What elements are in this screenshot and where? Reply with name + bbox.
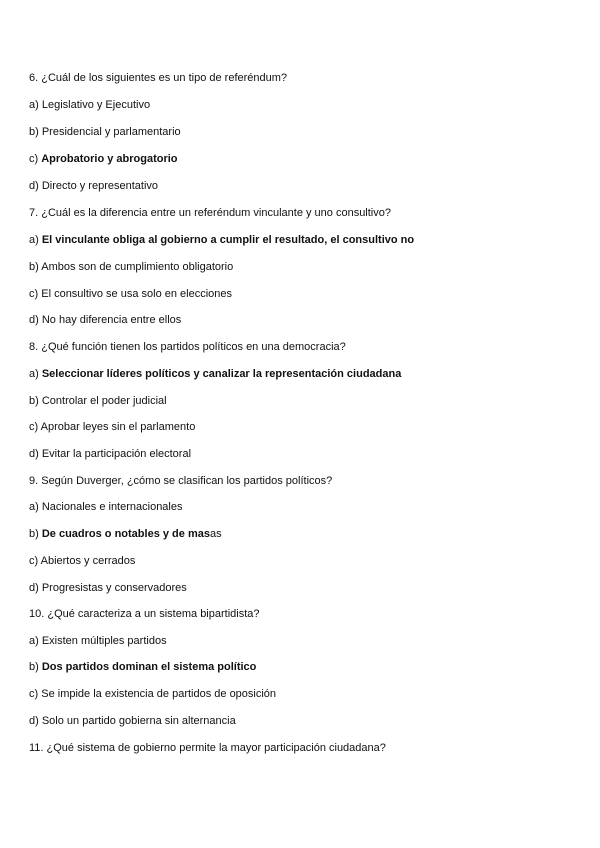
- option-prefix: a): [29, 501, 39, 513]
- option-7c: [29, 288, 232, 301]
- option-8d: [29, 448, 191, 461]
- option-6b: [29, 126, 181, 139]
- option-prefix: d): [29, 448, 39, 460]
- option-prefix: c): [29, 688, 39, 700]
- option-text: Solo un partido gobierna sin alternancia: [41, 715, 236, 727]
- option-prefix: b): [29, 395, 39, 407]
- option-prefix: b): [29, 528, 39, 540]
- question-6: 6. ¿Cuál de los siguientes es un tipo de referéndum?: [29, 72, 288, 84]
- option-text: Directo y representativo: [41, 180, 159, 192]
- option-6c: [29, 153, 178, 166]
- option-text: Ambos son de cumplimiento obligatorio: [41, 261, 234, 273]
- option-10b: [29, 661, 256, 674]
- question-9: 9. Según Duverger, ¿cómo se clasifican los partidos políticos?: [29, 475, 333, 487]
- option-8b: [29, 395, 167, 408]
- option-text: Evitar la participación electoral: [41, 448, 192, 460]
- option-text: Legislativo y Ejecutivo: [41, 99, 151, 111]
- option-9a: [29, 501, 183, 514]
- option-7d: [29, 314, 181, 327]
- option-prefix: d): [29, 715, 39, 727]
- option-prefix: c): [29, 555, 39, 567]
- option-text: Se impide la existencia de partidos de oposición: [41, 688, 277, 700]
- option-7a: [29, 234, 414, 247]
- question-8: 8. ¿Qué función tienen los partidos políticos en una democracia?: [29, 341, 346, 353]
- option-text: Progresistas y conservadores: [41, 582, 187, 594]
- option-text-correct: De cuadros o notables y de mas: [41, 528, 210, 540]
- question-11: 11. ¿Qué sistema de gobierno permite la mayor participación ciudadana?: [29, 742, 386, 754]
- option-8c: [29, 421, 195, 434]
- option-text: Aprobar leyes sin el parlamento: [40, 421, 196, 433]
- question-10: 10. ¿Qué caracteriza a un sistema bipartidista?: [29, 608, 260, 620]
- option-text: El consultivo se usa solo en elecciones: [41, 288, 233, 300]
- option-8a: [29, 368, 401, 381]
- option-10d: [29, 715, 236, 728]
- option-6a: [29, 99, 150, 112]
- option-prefix: d): [29, 582, 39, 594]
- option-prefix: b): [29, 126, 39, 138]
- option-prefix: c): [29, 421, 39, 433]
- option-9c: [29, 555, 135, 568]
- option-9d: [29, 582, 187, 595]
- option-prefix: c): [29, 153, 39, 165]
- option-prefix: a): [29, 368, 39, 380]
- option-prefix: d): [29, 314, 39, 326]
- option-text: Nacionales e internacionales: [41, 501, 183, 513]
- option-text: Abiertos y cerrados: [40, 555, 136, 567]
- option-prefix: d): [29, 180, 39, 192]
- option-7b: [29, 261, 233, 274]
- option-prefix: a): [29, 635, 39, 647]
- option-text: Existen múltiples partidos: [41, 635, 167, 647]
- option-text-correct: Seleccionar líderes políticos y canalizar la representación ciudadana: [41, 368, 402, 380]
- option-text-correct: El vinculante obliga al gobierno a cumplir el resultado, el consultivo no: [41, 234, 415, 246]
- option-prefix: a): [29, 234, 39, 246]
- option-9b: [29, 528, 222, 541]
- option-10a: [29, 635, 167, 648]
- option-prefix: b): [29, 661, 39, 673]
- question-7: 7. ¿Cuál es la diferencia entre un referéndum vinculante y uno consultivo?: [29, 207, 391, 219]
- option-text-tail: as: [209, 528, 222, 540]
- option-6d: [29, 180, 158, 193]
- option-prefix: a): [29, 99, 39, 111]
- option-text: Presidencial y parlamentario: [41, 126, 181, 138]
- option-text: No hay diferencia entre ellos: [41, 314, 182, 326]
- option-10c: [29, 688, 276, 701]
- option-prefix: b): [29, 261, 39, 273]
- option-text: Controlar el poder judicial: [41, 395, 167, 407]
- option-text-correct: Aprobatorio y abrogatorio: [41, 153, 178, 165]
- option-prefix: c): [29, 288, 39, 300]
- option-text-correct: Dos partidos dominan el sistema político: [41, 661, 257, 673]
